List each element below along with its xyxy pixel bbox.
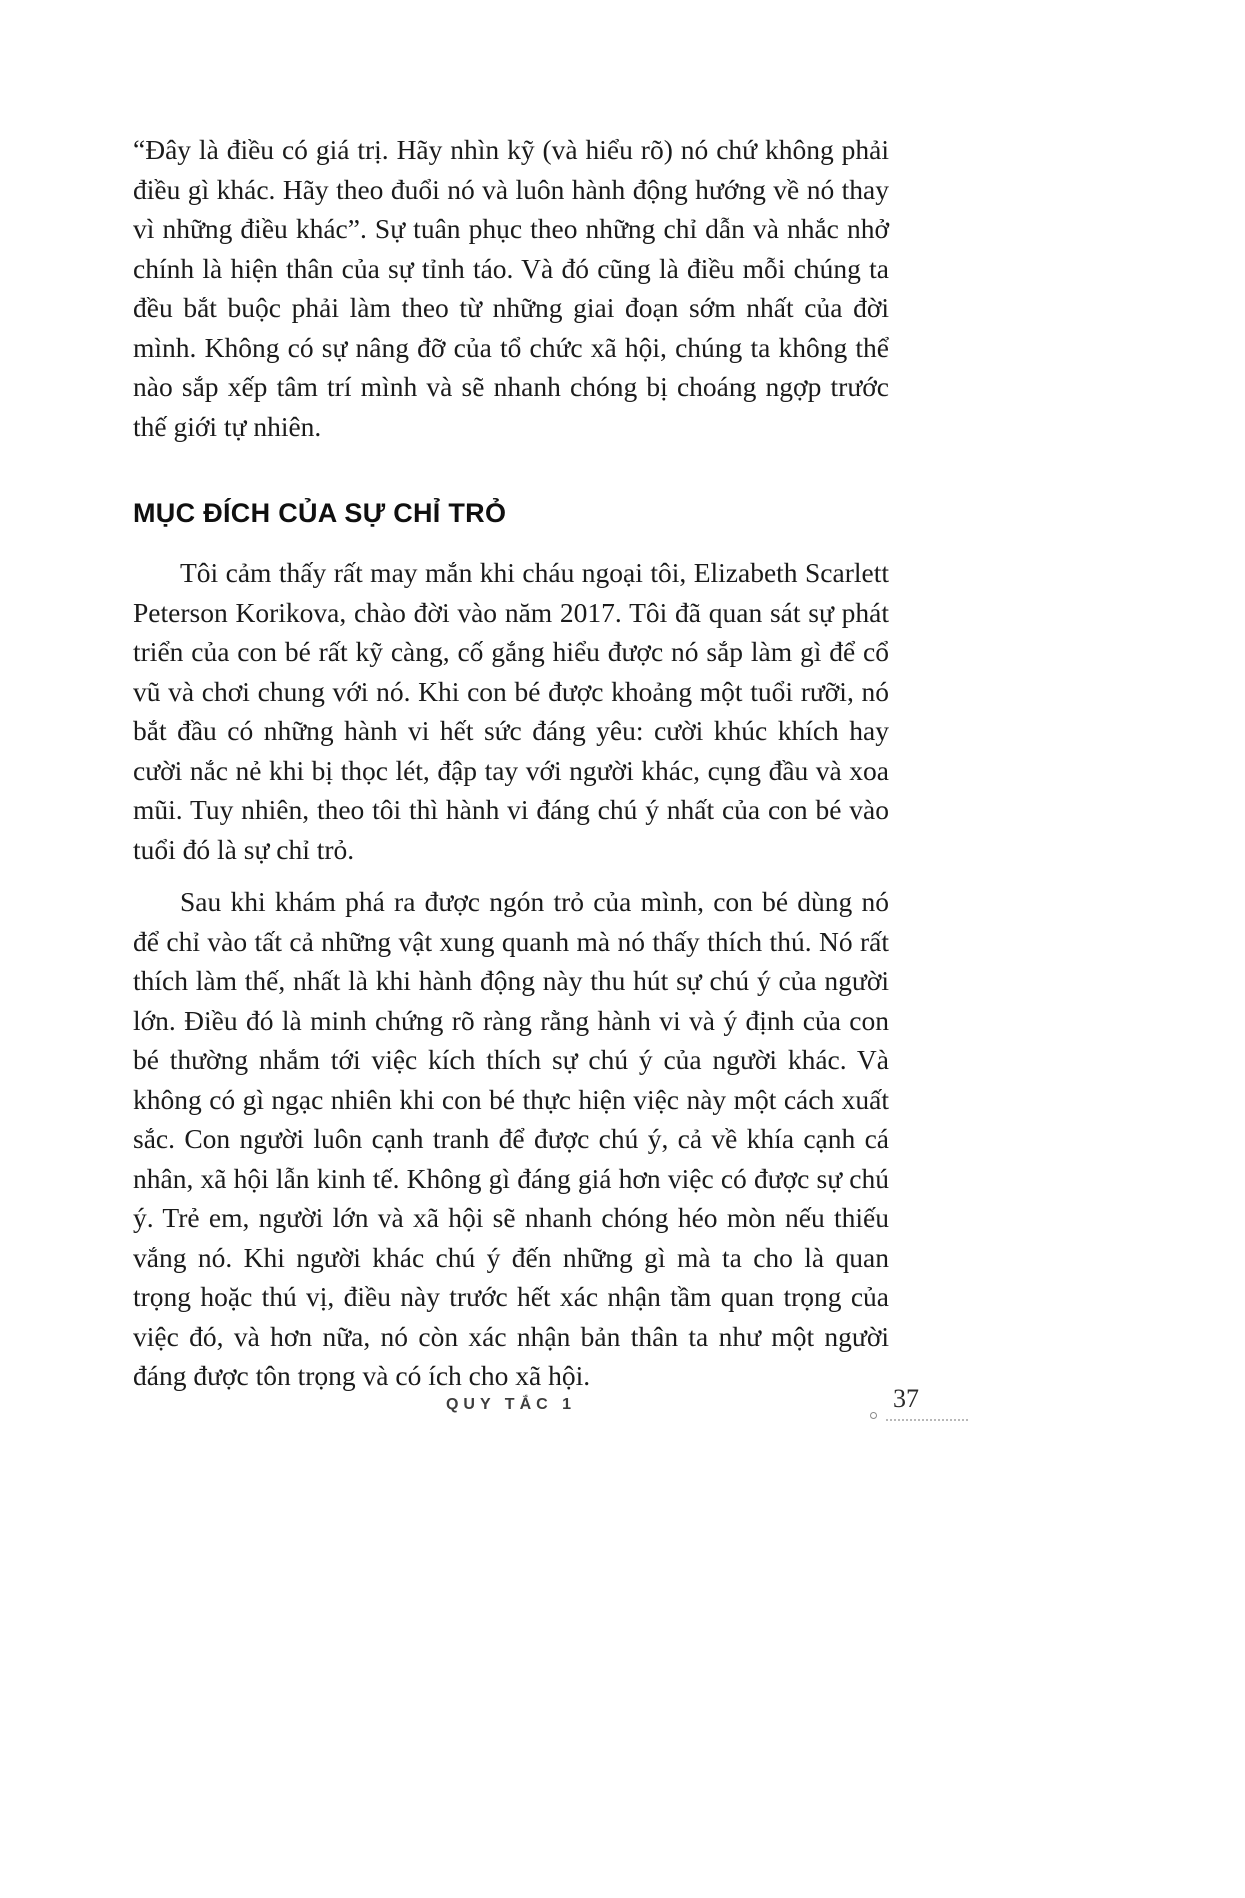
section-heading: MỤC ĐÍCH CỦA SỰ CHỈ TRỎ <box>133 498 507 528</box>
footer-running-title: QUY TẮC 1 <box>445 1396 577 1413</box>
footer-ring-ornament <box>870 1412 877 1419</box>
section-paragraph: Tôi cảm thấy rất may mắn khi cháu ngoại tôi, Elizabeth Scarlett Peterson Korikova, chào đời vào năm 2017. Tôi đã quan sát sự phát triển của con bé rất kỹ càng, cố gắng hiểu được nó sắp làm gì để cổ vũ và chơi chung với nó. Khi con bé được khoảng một tuổi rưỡi, nó bắt đầu có những hành vi hết sức đáng yêu: cười khúc khích hay cười nắc nẻ khi bị thọc lét, đập tay với người khác, cụng đầu và xoa mũi. Tuy nhiên, theo tôi thì hành vi đáng chú ý nhất của con bé vào tuổi đó là sự chỉ trỏ. <box>133 557 889 865</box>
section-paragraph: Sau khi khám phá ra được ngón trỏ của mình, con bé dùng nó để chỉ vào tất cả những vật xung quanh mà nó thấy thích thú. Nó rất thích làm thế, nhất là khi hành động này thu hút sự chú ý của người lớn. Điều đó là minh chứng rõ ràng rằng hành vi và ý định của con bé thường nhắm tới việc kích thích sự chú ý của người khác. Và không có gì ngạc nhiên khi con bé thực hiện việc này một cách xuất sắc. Con người luôn cạnh tranh để được chú ý, cả về khía cạnh cá nhân, xã hội lẫn kinh tế. Không gì đáng giá hơn việc có được sự chú ý. Trẻ em, người lớn và xã hội sẽ nhanh chóng héo mòn nếu thiếu vắng nó. Khi người khác chú ý đến những gì mà ta cho là quan trọng hoặc thú vị, điều này trước hết xác nhận tầm quan trọng của việc đó, và hơn nữa, nó còn xác nhận bản thân ta như một người đáng được tôn trọng và có ích cho xã hội. <box>133 886 889 1391</box>
intro-paragraph: “Đây là điều có giá trị. Hãy nhìn kỹ (và hiểu rõ) nó chứ không phải điều gì khác. Hãy theo đuổi nó và luôn hành động hướng về nó thay vì những điều khác”. Sự tuân phục theo những chỉ dẫn và nhắc nhở chính là hiện thân của sự tỉnh táo. Và đó cũng là điều mỗi chúng ta đều bắt buộc phải làm theo từ những giai đoạn sớm nhất của đời mình. Không có sự nâng đỡ của tổ chức xã hội, chúng ta không thể nào sắp xếp tâm trí mình và sẽ nhanh chóng bị choáng ngợp trước thế giới tự nhiên. <box>133 134 889 442</box>
page-text-block <box>133 130 889 1396</box>
footer-dotted-line <box>886 1419 968 1421</box>
footer-page-number: 37 <box>893 1384 919 1413</box>
